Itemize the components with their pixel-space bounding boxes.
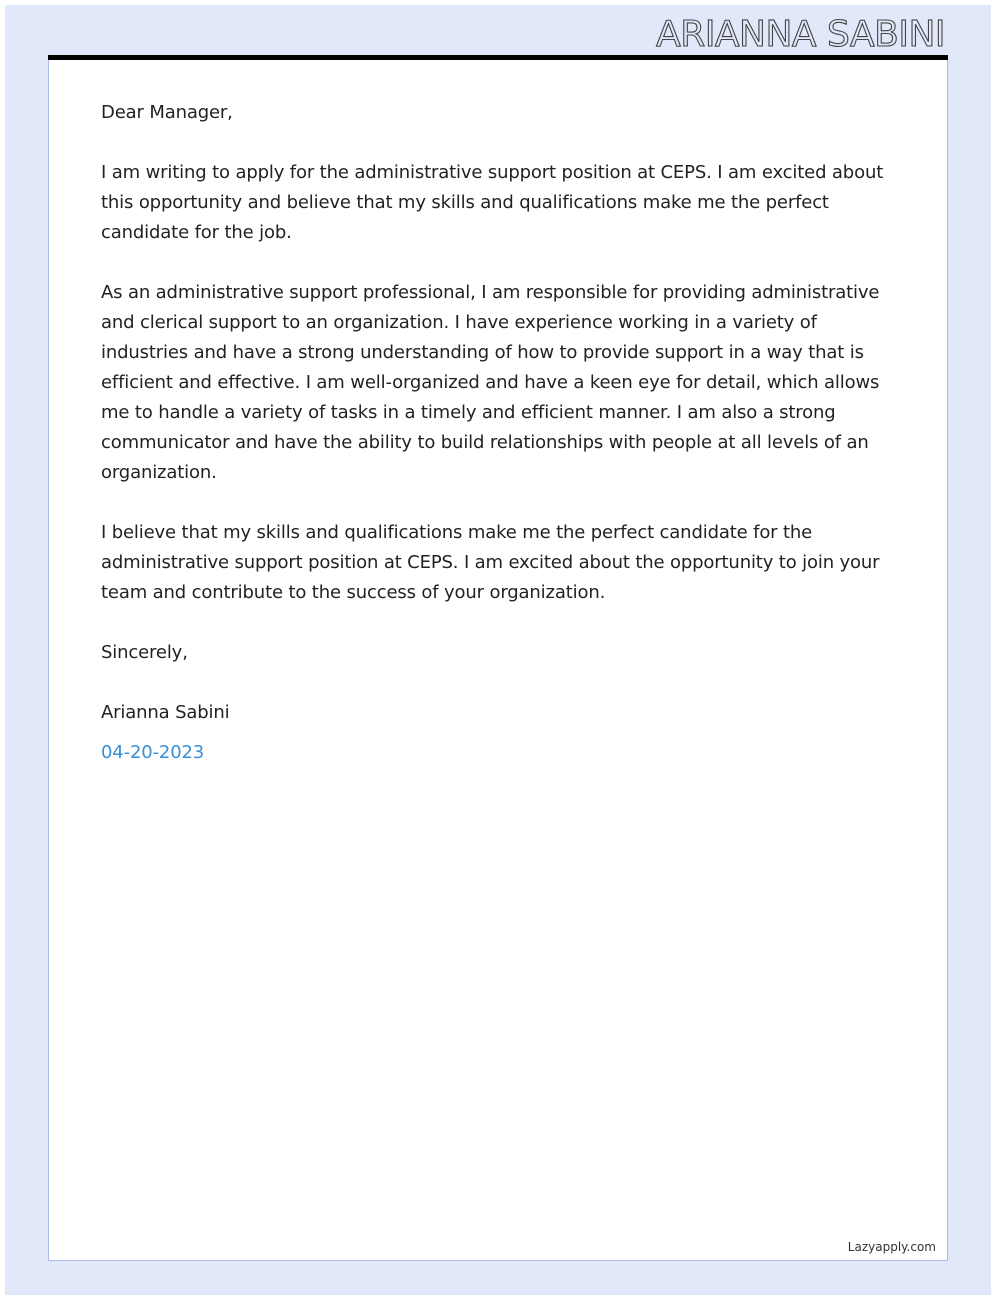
letter-body <box>101 98 896 768</box>
closing: Sincerely, <box>101 642 188 663</box>
paragraph-conclusion: I believe that my skills and qualifications make me the perfect candidate for the administrative support position at CEPS. I am excited about the opportunity to join your team and contribute to the success of your organization. <box>101 522 880 603</box>
footer-credit: Lazyapply.com <box>847 1240 936 1254</box>
signature-name: Arianna Sabini <box>101 702 230 723</box>
paragraph-experience: As an administrative support professional, I am responsible for providing administrative and clerical support to an organization. I have experience working in a variety of industries and have a strong understanding of how to provide support in a way that is efficient and effective. I am well-organized and have a keen eye for detail, which allows me to handle a variety of tasks in a timely and efficient manner. I am also a strong communicator and have the ability to build relationships with people at all levels of an organization. <box>101 282 880 483</box>
header-name: ARIANNA SABINI <box>656 14 945 55</box>
letter-date: 04-20-2023 <box>101 742 205 763</box>
paragraph-intro: I am writing to apply for the administrative support position at CEPS. I am excited about this opportunity and believe that my skills and qualifications make me the perfect candidate for the job. <box>101 162 884 243</box>
letter-sheet <box>48 60 948 1261</box>
salutation: Dear Manager, <box>101 102 233 123</box>
